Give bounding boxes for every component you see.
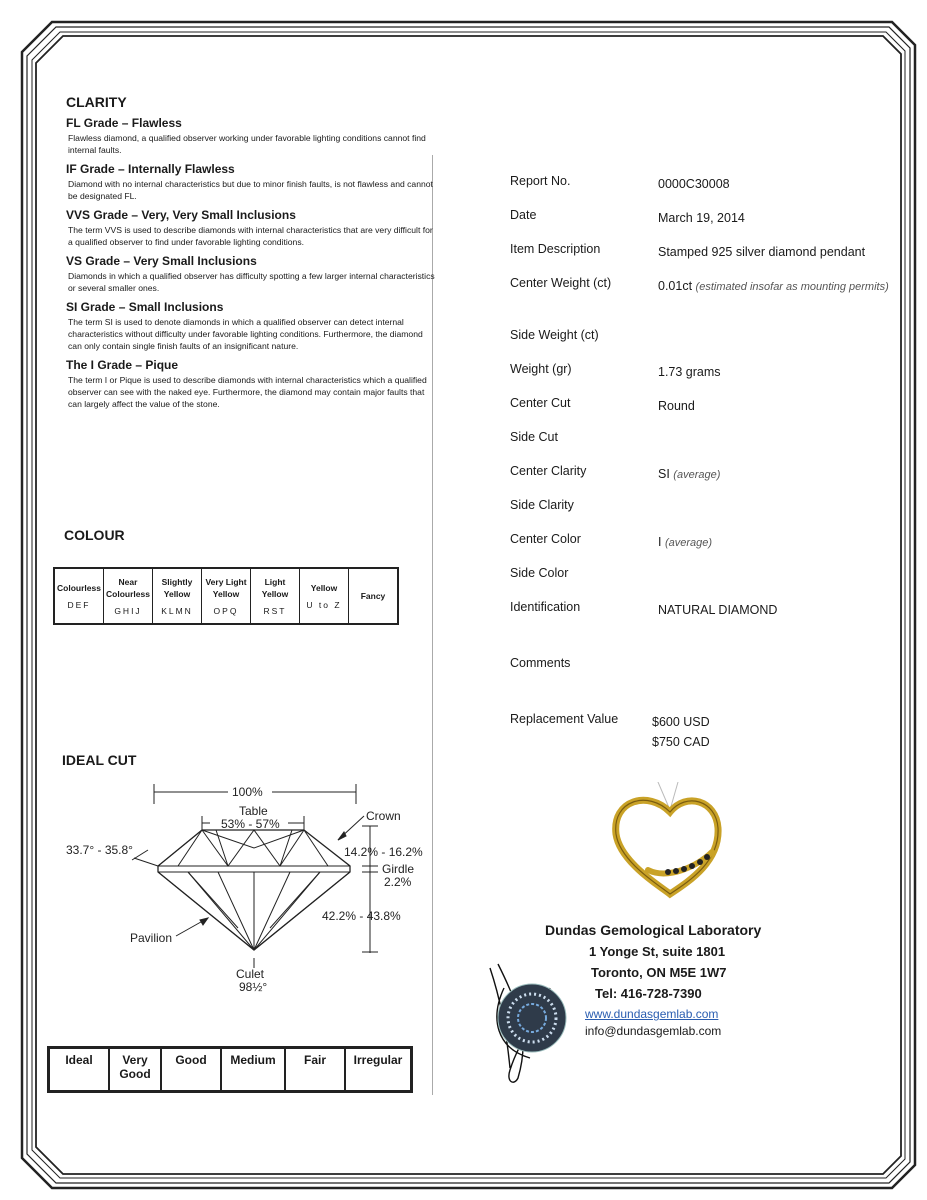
report-value-group — [658, 464, 898, 485]
report-label: Report No. — [510, 174, 571, 188]
heart-pendant-image — [608, 782, 728, 912]
crown-angle-label: 33.7° - 35.8° — [66, 843, 133, 857]
table-range-label: 53% - 57% — [221, 817, 280, 831]
report-label: Date — [510, 208, 537, 222]
grade-description: Flawless diamond, a qualified observer working under favorable lighting conditions cannot find internal faults. — [68, 133, 426, 155]
culet-value-label: 98½° — [239, 980, 268, 994]
report-value-group — [652, 712, 892, 752]
colour-code: DEF — [67, 600, 91, 610]
clarity-grade-fl — [66, 116, 436, 156]
grade-description: Diamond with no internal characteristics but due to minor finish faults, is not flawless and cannot be designated FL. — [68, 179, 433, 201]
report-label: Item Description — [510, 242, 601, 256]
report-value: I — [658, 535, 662, 549]
report-value: SI — [658, 467, 670, 481]
lab-phone: Tel: 416-728-7390 — [595, 986, 702, 1001]
colour-cell — [349, 568, 399, 624]
grade-title: VVS Grade – Very, Very Small Inclusions — [66, 208, 296, 222]
colour-cell — [54, 568, 104, 624]
cut-grade-cell: Good — [161, 1048, 221, 1091]
report-value: Stamped 925 silver diamond pendant — [658, 245, 866, 259]
colour-name: Light Yellow — [261, 577, 289, 599]
clarity-grade-si — [66, 300, 436, 352]
report-label: Center Weight (ct) — [510, 276, 612, 290]
colour-name: Slightly Yellow — [161, 577, 193, 599]
report-value: $600 USD — [652, 715, 710, 729]
diamond-cut-diagram — [58, 778, 428, 998]
lab-contact — [545, 922, 785, 1038]
report-label: Side Cut — [510, 430, 558, 444]
clarity-grade-if — [66, 162, 436, 202]
cut-grade-cell: Very Good — [109, 1048, 161, 1091]
culet-label: Culet — [236, 967, 265, 981]
grade-title: IF Grade – Internally Flawless — [66, 162, 235, 176]
clarity-grade-vs — [66, 254, 436, 294]
lab-name: Dundas Gemological Laboratory — [545, 922, 762, 938]
report-label: Weight (gr) — [510, 362, 572, 376]
grade-title: FL Grade – Flawless — [66, 116, 182, 130]
colour-name: Fancy — [360, 591, 386, 601]
colour-title: COLOUR — [64, 527, 125, 543]
report-value: 0000C30008 — [658, 177, 730, 191]
report-label: Center Cut — [510, 396, 571, 410]
colour-name: Very Light Yellow — [205, 577, 247, 599]
cut-grade-cell: Fair — [285, 1048, 345, 1091]
grade-title: The I Grade – Pique — [66, 358, 179, 372]
clarity-section — [66, 94, 436, 410]
report-label: Center Clarity — [510, 464, 587, 478]
clarity-grade-i — [66, 358, 436, 410]
colour-code: U to Z — [306, 600, 342, 610]
report-value: 1.73 grams — [658, 365, 721, 379]
girdle-label: Girdle — [382, 862, 415, 876]
cut-grade-table — [47, 1046, 413, 1093]
report-label: Comments — [510, 656, 571, 670]
crown-label: Crown — [366, 809, 401, 823]
report-label: Side Clarity — [510, 498, 574, 512]
report-label: Center Color — [510, 532, 581, 546]
report-value: 0.01ct — [658, 279, 693, 293]
grade-description: The term SI is used to denote diamonds in which a qualified observer can detect internal characteristics without difficulty under favorable lighting conditions. Furthermore, the diamond can only contain single finish faults of an insignificant nature. — [68, 317, 423, 351]
colour-cell — [251, 568, 300, 624]
report-label: Identification — [510, 600, 581, 614]
report-label: Side Weight (ct) — [510, 328, 599, 342]
girdle-value-label: 2.2% — [384, 875, 412, 889]
report-value-group — [658, 276, 898, 297]
report-label: Side Color — [510, 566, 569, 580]
colour-cell — [153, 568, 202, 624]
report-note: (average) — [673, 469, 721, 481]
colour-code: KLMN — [161, 606, 193, 616]
grade-title: SI Grade – Small Inclusions — [66, 300, 224, 314]
cut-grade-cell: Irregular — [345, 1048, 411, 1091]
clarity-grade-vvs — [66, 208, 436, 248]
lab-address-line-1: 1 Yonge St, suite 1801 — [589, 944, 726, 959]
report-value-group — [658, 532, 898, 553]
colour-scale-table — [53, 567, 399, 625]
width-label: 100% — [232, 785, 263, 799]
report-value: March 19, 2014 — [658, 211, 745, 225]
colour-name: Colourless — [57, 583, 101, 593]
crown-height-label: 14.2% - 16.2% — [344, 845, 423, 859]
grade-description: The term I or Pique is used to describe diamonds with internal characteristics which a qualified observer can see with the naked eye. Furthermore, the diamond may contain major faults that can largely affect the value of the stone. — [68, 375, 427, 409]
clarity-title: CLARITY — [66, 94, 127, 110]
grade-description: The term VVS is used to describe diamonds with internal characteristics that are very difficult for a qualified observer to find under favorable lighting conditions. — [68, 225, 433, 247]
lab-website-link[interactable]: www.dundasgemlab.com — [585, 1007, 719, 1021]
report-note: (estimated insofar as mounting permits) — [695, 281, 889, 293]
colour-cell — [300, 568, 349, 624]
colour-cell — [202, 568, 251, 624]
colour-code: RST — [263, 606, 287, 616]
report-value: Round — [658, 399, 695, 413]
ideal-cut-title: IDEAL CUT — [62, 752, 137, 768]
grade-description: Diamonds in which a qualified observer has difficulty spotting a few larger internal characteristics or several smaller ones. — [68, 271, 435, 293]
grade-title: VS Grade – Very Small Inclusions — [66, 254, 257, 268]
colour-cell — [104, 568, 153, 624]
lab-address-line-2: Toronto, ON M5E 1W7 — [591, 965, 727, 980]
colour-code: OPQ — [213, 606, 239, 616]
lab-email[interactable]: info@dundasgemlab.com — [585, 1024, 722, 1038]
cut-grade-cell: Ideal — [49, 1048, 109, 1091]
report-label: Replacement Value — [510, 712, 619, 726]
colour-name: Near Colourless — [106, 577, 150, 599]
colour-code: GHIJ — [114, 606, 142, 616]
table-label: Table — [239, 804, 268, 818]
report-note: (average) — [664, 537, 713, 549]
pavilion-label: Pavilion — [130, 931, 173, 945]
cut-grade-cell: Medium — [221, 1048, 285, 1091]
pavilion-depth-label: 42.2% - 43.8% — [322, 909, 401, 923]
report-value-secondary: $750 CAD — [652, 735, 710, 749]
report-value: NATURAL DIAMOND — [658, 603, 778, 617]
colour-name: Yellow — [310, 583, 338, 593]
